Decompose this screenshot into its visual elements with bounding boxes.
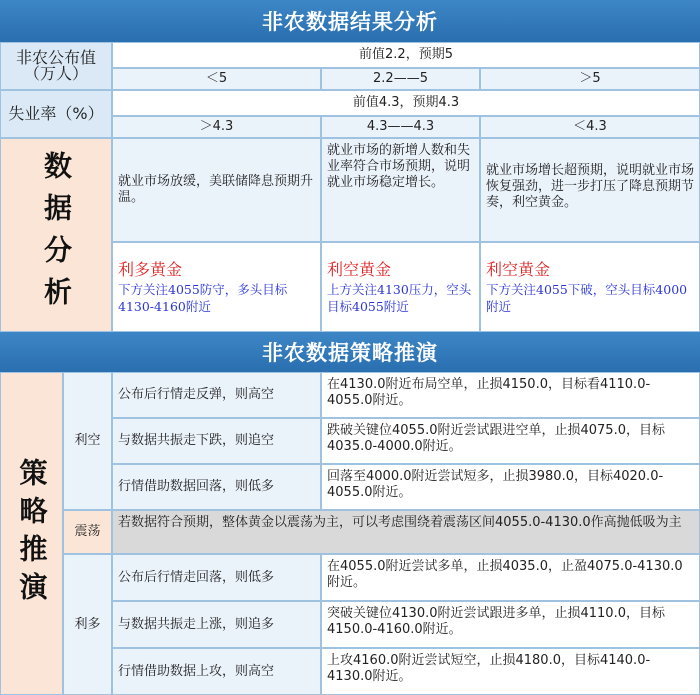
bearish-condition-2: 与数据共振走下跌，则追空 [112, 418, 321, 464]
strategy-label-text: 策略推演 [15, 457, 49, 610]
verdict-1-label: 利多黄金 [118, 260, 183, 279]
nfp-range-mid: 2.2——5 [321, 68, 480, 90]
unemployment-range-mid: 4.3——4.3 [321, 116, 480, 138]
results-title: 非农数据结果分析 [0, 0, 700, 42]
nfp-label-line2: （万人） [23, 64, 88, 83]
analysis-desc-2 [321, 138, 480, 242]
analysis-desc-2-text: 就业市场的新增人数和失业率符合市场预期，说明就业市场稳定增长。 [327, 143, 471, 190]
analysis-verdict-1 [112, 242, 321, 332]
bearish-plan-2: 跌破关键位4055.0附近尝试跟进空单，止损4075.0，目标4035.0-4000.0附近。 [321, 418, 700, 464]
bullish-plan-2: 突破关键位4130.0附近尝试跟进多单，止损4110.0，目标4150.0-4160.0附近。 [321, 601, 700, 648]
bearish-label: 利空 [63, 372, 112, 510]
nfp-range-high: ＞5 [480, 68, 700, 90]
bullish-condition-2: 与数据共振走上涨，则追多 [112, 601, 321, 648]
verdict-2-label: 利空黄金 [327, 260, 392, 279]
nfp-label-line1: 非农公布值 [15, 48, 96, 67]
bullish-plan-3: 上攻4160.0附近尝试短空，止损4180.0，目标4140.0-4130.0附近。 [321, 648, 700, 695]
bearish-condition-3: 行情借助数据回落，则低多 [112, 464, 321, 510]
strategy-label [0, 372, 63, 695]
bullish-label: 利多 [63, 554, 112, 695]
bearish-condition-1: 公布后行情走反弹，则高空 [112, 372, 321, 418]
unemployment-range-low: ＜4.3 [480, 116, 700, 138]
analysis-verdict-2 [321, 242, 480, 332]
analysis-desc-3-text: 就业市场增长超预期，说明就业市场恢复强劲，进一步打压了降息预期节奏，利空黄金。 [486, 163, 695, 210]
verdict-3-detail: 下方关注4055下破，空头目标4000附近 [486, 282, 688, 314]
range-label: 震荡 [63, 510, 112, 554]
bearish-plan-3: 回落至4000.0附近尝试短多，止损3980.0，目标4020.0-4055.0附近。 [321, 464, 700, 510]
analysis-verdict-3 [480, 242, 700, 332]
analysis-desc-3 [480, 138, 700, 242]
verdict-3-label: 利空黄金 [486, 260, 551, 279]
analysis-label-text: 数据分析 [40, 151, 73, 319]
bullish-condition-1: 公布后行情走回落，则低多 [112, 554, 321, 601]
nfp-previous: 前值2.2，预期5 [112, 42, 700, 68]
analysis-desc-1-text: 就业市场放缓，美联储降息预期升温。 [118, 174, 314, 205]
bearish-plan-1: 在4130.0附近布局空单，止损4150.0，目标看4110.0-4055.0附近。 [321, 372, 700, 418]
unemployment-previous: 前值4.3，预期4.3 [112, 90, 700, 116]
range-text: 若数据符合预期，整体黄金以震荡为主，可以考虑围绕着震荡区间4055.0-4130.0作高抛低吸为主 [112, 510, 700, 554]
analysis-desc-1 [112, 138, 321, 242]
verdict-2-detail: 上方关注4130压力，空头目标4055附近 [327, 282, 472, 314]
nfp-label [0, 42, 112, 90]
strategy-title: 非农数据策略推演 [0, 332, 700, 372]
analysis-label [0, 138, 112, 332]
bullish-plan-1: 在4055.0附近尝试多单，止损4035.0，止盈4075.0-4130.0附近。 [321, 554, 700, 601]
unemployment-label: 失业率（%） [0, 90, 112, 138]
unemployment-range-high: ＞4.3 [112, 116, 321, 138]
verdict-1-detail: 下方关注4055防守，多头目标4130-4160附近 [118, 282, 288, 314]
nfp-range-low: ＜5 [112, 68, 321, 90]
bullish-condition-3: 行情借助数据上攻，则高空 [112, 648, 321, 695]
